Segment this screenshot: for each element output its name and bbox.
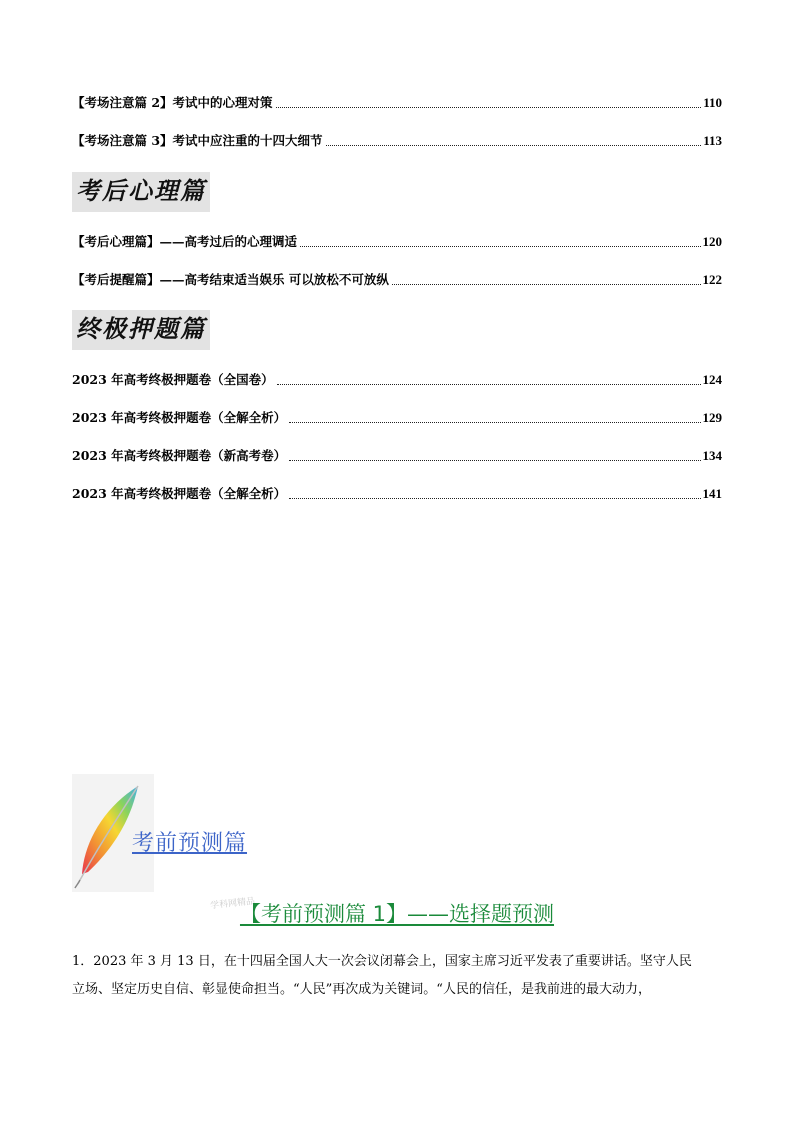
toc-entry-page: 120	[702, 234, 722, 249]
question-paragraph	[72, 948, 722, 1004]
toc-entry-title: 2023 年高考终极押题卷（全国卷）	[72, 372, 274, 387]
toc-leader-dots	[289, 460, 700, 461]
toc-entry-page: 113	[703, 133, 722, 148]
toc-entry-page: 129	[702, 410, 722, 425]
toc-entry-title: 【考后心理篇】——高考过后的心理调适	[72, 234, 298, 249]
toc-entry-title: 2023 年高考终极押题卷（全解全析）	[72, 410, 287, 425]
toc-leader-dots	[326, 145, 702, 146]
toc-entry-title: 【考场注意篇 3】考试中应注重的十四大细节	[72, 133, 323, 148]
subsection-title	[0, 898, 794, 928]
section-heading-post-exam: 考后心理篇	[72, 172, 210, 212]
paragraph-line: 1．2023 年 3 月 13 日，在十四届全国人大一次会议闭幕会上，国家主席习近平发表了重要讲话。坚守人民	[72, 954, 692, 969]
toc-entry[interactable]	[72, 371, 722, 389]
toc-entry[interactable]	[72, 447, 722, 465]
toc-entry[interactable]	[72, 271, 722, 289]
toc-entry[interactable]	[72, 132, 722, 150]
toc-entry-title: 2023 年高考终极押题卷（新高考卷）	[72, 448, 287, 463]
toc-entry-title: 2023 年高考终极押题卷（全解全析）	[72, 486, 287, 501]
toc-entry-page: 124	[702, 372, 722, 387]
subsection-title-text: 【考前预测篇 1】——选择题预测	[239, 902, 555, 926]
toc-leader-dots	[276, 107, 702, 108]
toc-leader-dots	[289, 498, 700, 499]
toc-leader-dots	[392, 284, 701, 285]
section-heading-final-prediction: 终极押题篇	[72, 310, 210, 350]
toc-entry-page: 134	[702, 448, 722, 463]
toc-entry[interactable]	[72, 94, 722, 112]
paragraph-line: 立场、坚定历史自信、彰显使命担当。“人民”再次成为关键词。“人民的信任，是我前进的最大动力，	[72, 982, 651, 997]
banner-label: 考前预测篇	[132, 831, 248, 856]
toc-entry-title: 【考后提醒篇】——高考结束适当娱乐 可以放松不可放纵	[72, 272, 389, 287]
toc-leader-dots	[289, 422, 700, 423]
toc-entry-page: 110	[703, 95, 722, 110]
toc-entry-page: 122	[702, 272, 722, 287]
toc-entry-title: 【考场注意篇 2】考试中的心理对策	[72, 95, 273, 110]
toc-entry-page: 141	[702, 486, 722, 501]
toc-leader-dots	[300, 246, 700, 247]
toc-leader-dots	[277, 384, 701, 385]
toc-entry[interactable]	[72, 485, 722, 503]
toc-entry[interactable]	[72, 233, 722, 251]
toc-entry[interactable]	[72, 409, 722, 427]
watermark: 学科网精品	[209, 896, 256, 912]
